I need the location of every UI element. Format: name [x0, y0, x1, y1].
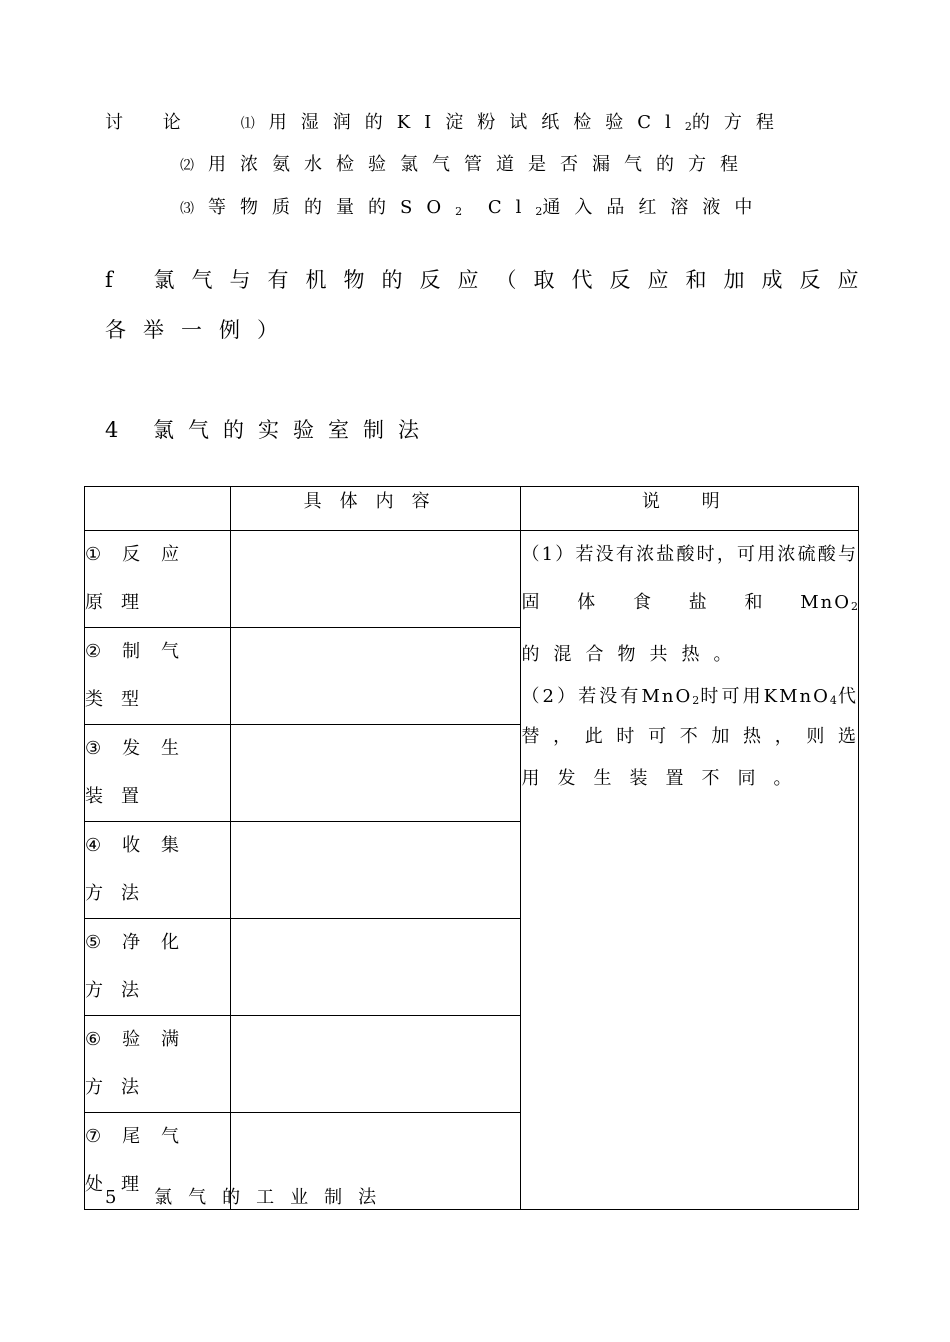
- content-cell[interactable]: [230, 1016, 521, 1113]
- content-cell[interactable]: [230, 919, 521, 1016]
- content-cell[interactable]: [230, 628, 521, 725]
- content-cell[interactable]: [230, 822, 521, 919]
- section-5-title: 5 氯气的工业制法: [105, 1187, 393, 1208]
- row-label: ③ 发 生 装置: [85, 725, 231, 822]
- header-blank: [85, 487, 231, 531]
- row-label: ⑤ 净 化 方法: [85, 919, 231, 1016]
- section-f-heading-line2: 各举一例）: [105, 318, 295, 342]
- table-header-row: [85, 487, 859, 531]
- discussion-item-1: 讨 论 ⑴ 用湿润的KI淀粉试纸检验$Cl_2$的方程: [105, 112, 788, 133]
- content-cell[interactable]: [230, 531, 521, 628]
- discussion-item-3: ⑶ 等物质的量的$SO_2$ $Cl_2$通入品红溶液中: [180, 197, 767, 218]
- table-row: [85, 531, 859, 628]
- row-label: ⑥ 验 满 方法: [85, 1016, 231, 1113]
- lab-preparation-table: [84, 486, 859, 1210]
- header-content: 具体内容: [230, 487, 521, 531]
- row-label: ④ 收 集 方法: [85, 822, 231, 919]
- section-f-heading-line1: f 氯气与有机物的反应（取代反应和加成反应: [105, 268, 876, 292]
- discussion-item-2: ⑵ 用浓氨水检验氯气管道是否漏气的方程: [180, 154, 752, 175]
- header-notes: 说 明: [521, 487, 859, 531]
- discussion-label: 讨 论: [105, 112, 195, 133]
- row-label: ① 反 应 原理: [85, 531, 231, 628]
- content-cell[interactable]: [230, 725, 521, 822]
- row-label: ② 制 气 类型: [85, 628, 231, 725]
- notes-cell: （1）若没有浓盐酸时，可用浓硫酸与固体食盐和MnO$_2$ 的混合物共热。 （2）若没有MnO$_2$时可用KMnO$_4$代替，此时可不加热，则选 用发生装置不同。: [521, 531, 859, 1210]
- section-4-title: 4 氯气的实验室制法: [105, 418, 434, 442]
- row-label: ⑦ 尾 气 处理: [85, 1113, 231, 1210]
